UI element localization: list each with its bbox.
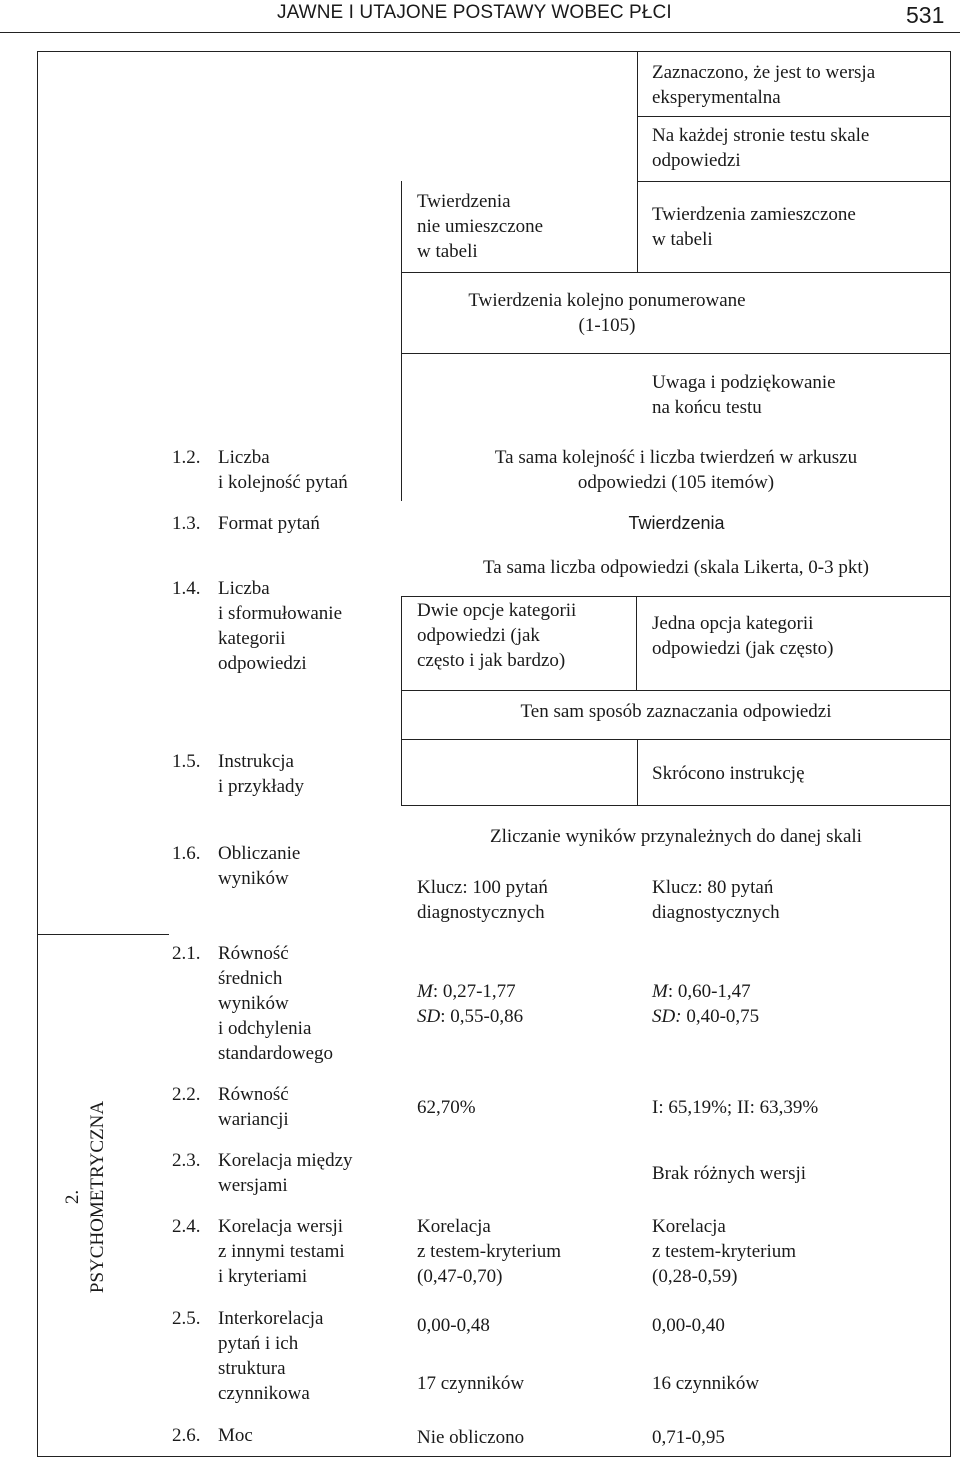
row-2-5-left-b: 17 czynników — [417, 1373, 525, 1394]
row-1-6-label: 1.6. Obliczanie wyników — [172, 843, 301, 889]
grid-line — [401, 739, 951, 740]
row-1-3-label: 1.3. Format pytań — [172, 513, 320, 534]
row-1-4-shared: Ta sama liczba odpowiedzi (skala Likerta, 0-3 pkt) — [483, 557, 869, 578]
grid-line — [401, 272, 951, 273]
grid-line — [637, 181, 951, 182]
section-2-label: 2. PSYCHOMETRYCZNA — [62, 1100, 108, 1294]
row-2-4-left: Korelacja z testem-kryterium (0,47-0,70) — [417, 1216, 562, 1287]
experimental-version-note: Zaznaczono, że jest to wersja eksperymentalna — [652, 62, 876, 108]
row-1-4-marking: Ten sam sposób zaznaczania odpowiedzi — [520, 701, 832, 722]
row-2-3-right: Brak różnych wersji — [652, 1163, 807, 1184]
grid-line — [401, 690, 951, 691]
grid-line — [637, 51, 638, 272]
row-2-3-label: 2.3. Korelacja między wersjami — [172, 1150, 353, 1196]
row-1-5-label: 1.5. Instrukcja i przykłady — [172, 751, 305, 797]
row-1-6-left: Klucz: 100 pytań diagnostycznych — [417, 877, 548, 923]
row-1-5-right: Skrócono instrukcję — [652, 763, 805, 784]
row-2-6-right: 0,71-0,95 — [652, 1427, 725, 1448]
grid-line — [401, 353, 951, 354]
grid-line — [636, 596, 637, 690]
statements-in-table: Twierdzenia zamieszczone w tabeli — [652, 204, 856, 250]
row-1-4-right: Jedna opcja kategorii odpowiedzi (jak często) — [652, 613, 834, 659]
statements-not-in-table: Twierdzenia nie umieszczone w tabeli — [417, 191, 544, 262]
row-2-2-label: 2.2. Równość wariancji — [172, 1084, 289, 1130]
header-rule — [0, 32, 960, 33]
grid-line — [401, 596, 402, 690]
row-2-1-right: M: 0,60-1,47 SD: 0,40-0,75 — [652, 981, 760, 1027]
grid-line — [401, 596, 951, 597]
row-2-5-right-b: 16 czynników — [652, 1373, 760, 1394]
page-number: 531 — [906, 2, 945, 28]
row-2-1-left: M: 0,27-1,77 SD: 0,55-0,86 — [417, 981, 524, 1027]
grid-line — [401, 805, 951, 806]
row-2-5-left-a: 0,00-0,48 — [417, 1315, 490, 1336]
row-1-3-value: Twierdzenia — [628, 513, 725, 533]
grid-line — [637, 739, 638, 805]
row-2-4-right: Korelacja z testem-kryterium (0,28-0,59) — [652, 1216, 797, 1287]
thanks-note: Uwaga i podziękowanie na końcu testu — [652, 372, 836, 418]
row-1-6-right: Klucz: 80 pytań diagnostycznych — [652, 877, 780, 923]
row-2-2-left: 62,70% — [417, 1097, 476, 1118]
row-2-6-left: Nie obliczono — [417, 1427, 525, 1448]
grid-line — [637, 116, 951, 117]
row-1-6-shared: Zliczanie wyników przynależnych do danej skali — [490, 826, 862, 847]
row-1-2-label: 1.2. Liczba i kolejność pytań — [172, 447, 348, 493]
numbered-statements: Twierdzenia kolejno ponumerowane (1-105) — [468, 290, 746, 336]
grid-line — [401, 181, 402, 272]
row-2-1-label: 2.1. Równość średnich wyników i odchylenia standardowego — [172, 943, 334, 1064]
grid-line — [37, 934, 169, 935]
response-scale-note: Na każdej stronie testu skale odpowiedzi — [652, 125, 870, 171]
row-2-4-label: 2.4. Korelacja wersji z innymi testami i kryteriami — [172, 1216, 345, 1287]
row-1-2-value: Ta sama kolejność i liczba twierdzeń w arkuszu odpowiedzi (105 itemów) — [494, 447, 858, 493]
row-1-4-left: Dwie opcje kategorii odpowiedzi (jak często i jak bardzo) — [417, 600, 577, 671]
row-2-5-right-a: 0,00-0,40 — [652, 1315, 725, 1336]
row-2-5-label: 2.5. Interkorelacja pytań i ich struktura czynnikowa — [172, 1308, 324, 1404]
row-2-6-label: 2.6. Moc — [172, 1425, 253, 1446]
running-title: JAWNE I UTAJONE POSTAWY WOBEC PŁCI — [277, 2, 672, 23]
row-1-4-label: 1.4. Liczba i sformułowanie kategorii odpowiedzi — [172, 578, 343, 674]
row-2-2-right: I: 65,19%; II: 63,39% — [652, 1097, 819, 1118]
